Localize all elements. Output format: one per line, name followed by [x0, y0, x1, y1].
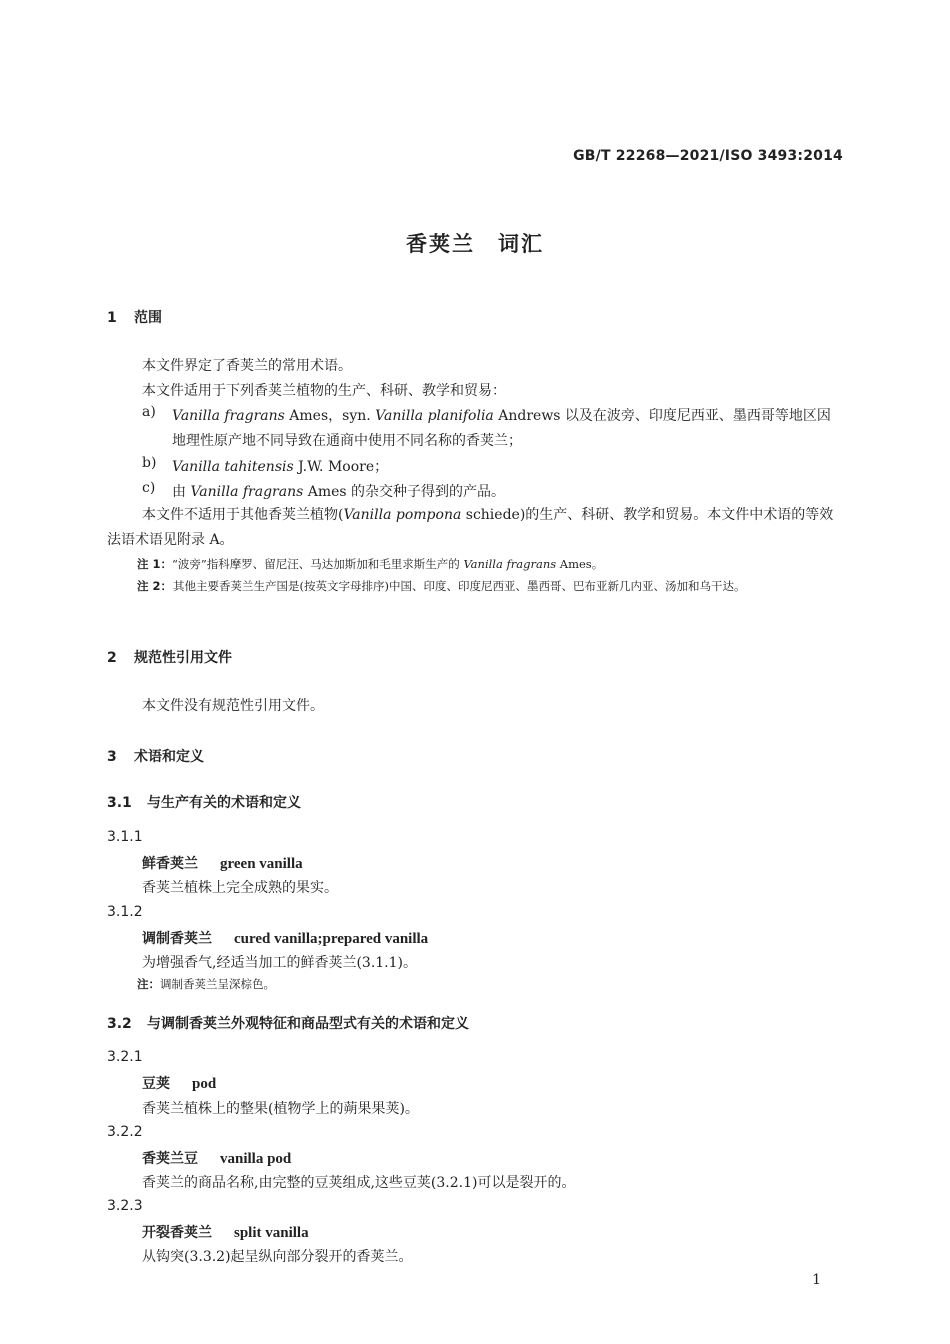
definition-3-2-3: 从钩突(3.3.2)起呈纵向部分裂开的香荚兰。: [142, 1249, 413, 1265]
text-run: 本文件不适用于其他香荚兰植物(: [142, 507, 344, 523]
list-label: c): [142, 480, 156, 496]
subsection-number: 3.1: [107, 795, 132, 811]
term-3-1-2: [142, 928, 428, 948]
definition-3-1-2: 为增强香气,经适当加工的鲜香荚兰(3.1.1)。: [142, 955, 417, 971]
scope-paragraph-1: 本文件界定了香荚兰的常用术语。: [142, 358, 352, 374]
term-english: split vanilla: [234, 1225, 309, 1241]
term-english: vanilla pod: [220, 1151, 292, 1167]
section-title: 规范性引用文件: [134, 650, 232, 666]
list-text: [172, 404, 844, 454]
definition-3-1-1: 香荚兰植株上完全成熟的果实。: [142, 880, 338, 896]
list-label: b): [142, 455, 157, 471]
text-run: Andrews 以及在波旁、印度尼西亚、墨西哥等地区因地理性原产地不同导致在通商中使用不同名称的香荚兰；: [172, 408, 831, 449]
document-title: 香荚兰 词汇: [406, 232, 544, 256]
text-run: schiede)的生产、科研、教学和贸易。本文件中术语的等效法语术语见附录 A。: [107, 507, 834, 548]
term-number-3-1-2: 3.1.2: [107, 904, 143, 920]
page-number: 1: [812, 1272, 821, 1288]
term-chinese: 豆荚: [142, 1076, 170, 1092]
term-number-3-2-3: 3.2.3: [107, 1198, 143, 1214]
list-text: [172, 455, 844, 480]
subsection-title: 与生产有关的术语和定义: [147, 795, 301, 811]
note-label: 注 1：: [137, 557, 173, 571]
section-number: 3: [107, 749, 117, 765]
term-chinese: 鲜香荚兰: [142, 856, 198, 872]
subsection-title: 与调制香荚兰外观特征和商品型式有关的术语和定义: [147, 1016, 469, 1032]
definition-3-2-1: 香荚兰植株上的整果(植物学上的蒴果果荚)。: [142, 1101, 419, 1117]
subsection-3-1-heading: [107, 792, 301, 812]
subsection-3-2-heading: [107, 1013, 469, 1033]
scope-paragraph-3: [107, 503, 843, 553]
section-title: 范围: [134, 310, 162, 326]
note-2: [137, 575, 843, 597]
section-title: 术语和定义: [134, 749, 204, 765]
term-3-2-2: [142, 1148, 291, 1168]
text-run: “波旁”指科摩罗、留尼汪、马达加斯加和毛里求斯生产的: [172, 557, 464, 571]
term-chinese: 香荚兰豆: [142, 1151, 198, 1167]
term-3-2-1: [142, 1073, 216, 1093]
note-text: 调制香荚兰呈深棕色。: [160, 977, 275, 991]
normative-references-paragraph: 本文件没有规范性引用文件。: [142, 698, 324, 714]
note-label: 注：: [137, 977, 160, 991]
term-3-2-3: [142, 1222, 309, 1242]
text-run: J.W. Moore；: [293, 459, 389, 475]
term-english: green vanilla: [220, 856, 303, 872]
term-english: cured vanilla;prepared vanilla: [234, 931, 429, 947]
standard-code-header: GB/T 22268—2021/ISO 3493:2014: [573, 148, 843, 164]
species-name: Vanilla fragrans: [190, 484, 304, 500]
term-chinese: 调制香荚兰: [142, 931, 212, 947]
list-text: [172, 480, 844, 505]
section-number: 2: [107, 650, 117, 666]
note-label: 注 2：: [137, 579, 173, 593]
section-1-heading: [107, 307, 162, 327]
definition-3-2-2: 香荚兰的商品名称,由完整的豆荚组成,这些豆荚(3.2.1)可以是裂开的。: [142, 1175, 576, 1191]
term-english: pod: [192, 1076, 217, 1092]
text-run: Ames 的杂交种子得到的产品。: [303, 484, 506, 500]
note-text: 其他主要香荚兰生产国是(按英文字母排序)中国、印度、印度尼西亚、墨西哥、巴布亚新几内亚、汤加和乌干达。: [173, 579, 746, 593]
note-1: [137, 556, 603, 572]
species-name: Vanilla pompona: [343, 507, 462, 523]
term-number-3-2-2: 3.2.2: [107, 1124, 143, 1140]
species-name: Vanilla tahitensis: [172, 459, 294, 475]
term-number-3-1-1: 3.1.1: [107, 829, 143, 845]
subsection-number: 3.2: [107, 1016, 132, 1032]
section-2-heading: [107, 647, 232, 667]
section-number: 1: [107, 310, 117, 326]
term-3-1-1: [142, 853, 303, 873]
species-name: Vanilla planifolia: [375, 408, 494, 424]
section-3-heading: [107, 746, 204, 766]
text-run: Ames。: [556, 557, 604, 571]
term-number-3-2-1: 3.2.1: [107, 1049, 143, 1065]
text-run: Ames，syn.: [284, 408, 376, 424]
list-label: a): [142, 404, 156, 420]
term-chinese: 开裂香荚兰: [142, 1225, 212, 1241]
text-run: 由: [172, 484, 191, 500]
scope-paragraph-2: 本文件适用于下列香荚兰植物的生产、科研、教学和贸易：: [142, 383, 506, 399]
species-name: Vanilla fragrans: [172, 408, 285, 424]
species-name: Vanilla fragrans: [463, 557, 557, 571]
note-3-1-2: [137, 976, 275, 992]
